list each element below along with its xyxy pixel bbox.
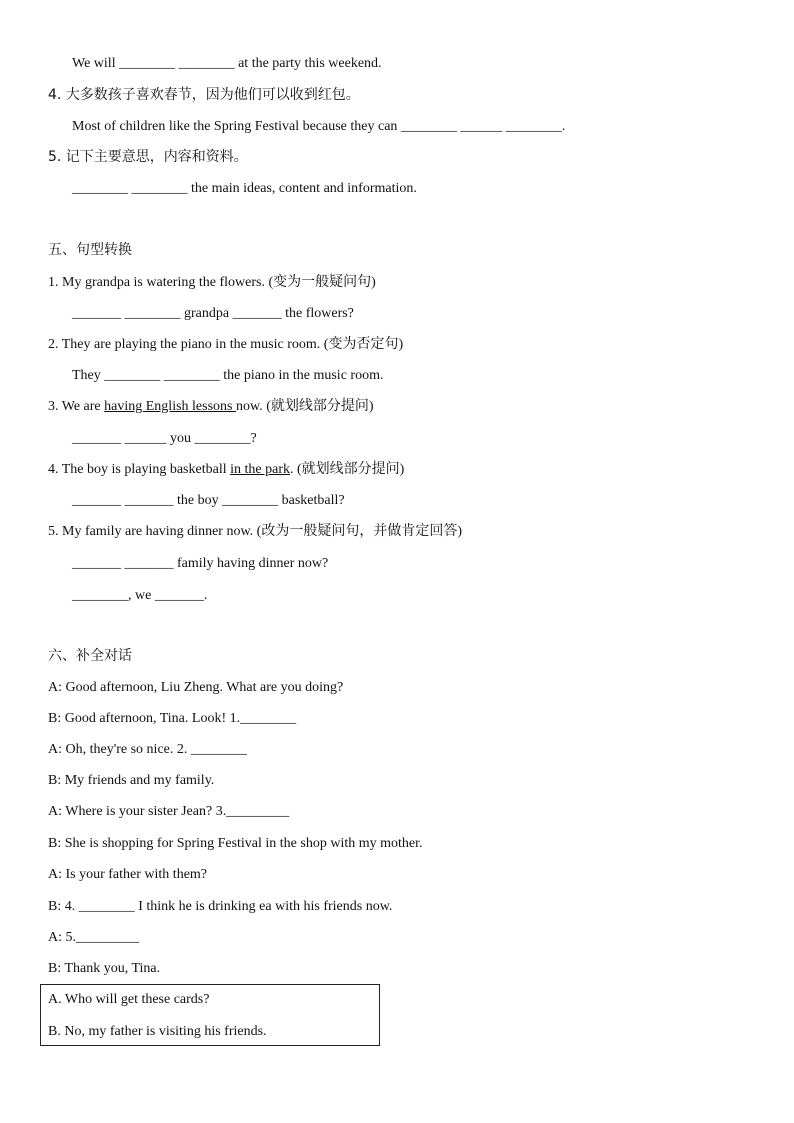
- option-b: B. No, my father is visiting his friends.: [48, 1024, 267, 1039]
- s5-q5: 5. My family are having dinner now. (改为一般疑问句，并做肯定回答): [48, 524, 462, 539]
- dialogue-line: A: Oh, they're so nice. 2. ________: [48, 742, 247, 757]
- s5-a1: _______ ________ grandpa _______ the flowers?: [72, 306, 354, 321]
- s5-a4: _______ _______ the boy ________ basketball?: [72, 493, 345, 508]
- dialogue-line: A: 5._________: [48, 930, 139, 945]
- s5-a5-line2: ________, we _______.: [72, 588, 208, 603]
- dialogue-line: B: My friends and my family.: [48, 773, 215, 788]
- option-a: A. Who will get these cards?: [48, 992, 210, 1007]
- dialogue-line: B: She is shopping for Spring Festival in the shop with my mother.: [48, 836, 423, 851]
- s5-q4-prefix: 4. The boy is playing basketball: [48, 462, 231, 477]
- section5-title: 五、句型转换: [48, 242, 132, 258]
- s5-q3-suffix: now. (就划线部分提问): [236, 399, 374, 414]
- dialogue-line: A: Where is your sister Jean? 3._________: [48, 804, 290, 819]
- s5-q4-underlined: in the park: [230, 462, 290, 477]
- s5-a5-line1: _______ _______ family having dinner now?: [72, 556, 329, 571]
- s5-q1: 1. My grandpa is watering the flowers. (变为一般疑问句): [48, 275, 376, 290]
- s4-item4-english: Most of children like the Spring Festival because they can ________ ______ ________.: [72, 119, 566, 134]
- s4-item5-chinese: 5. 记下主要意思，内容和资料。: [48, 149, 248, 165]
- dialogue-line: B: 4. ________ I think he is drinking ea with his friends now.: [48, 899, 393, 914]
- s4-item4-chinese: 4. 大多数孩子喜欢春节，因为他们可以收到红包。: [48, 87, 360, 103]
- s5-q3: [48, 398, 374, 416]
- s4-item3-answer: We will ________ ________ at the party this weekend.: [72, 56, 382, 71]
- dialogue-line: B: Good afternoon, Tina. Look! 1.________: [48, 711, 297, 726]
- dialogue-line: A: Is your father with them?: [48, 867, 208, 882]
- dialogue-line: A: Good afternoon, Liu Zheng. What are you doing?: [48, 680, 344, 695]
- s5-q4: [48, 461, 404, 479]
- s4-item5-english: ________ ________ the main ideas, content and information.: [72, 181, 417, 196]
- s5-q3-underlined: having English lessons: [104, 399, 236, 414]
- s5-q3-prefix: 3. We are: [48, 399, 105, 414]
- s5-a3: _______ ______ you ________?: [72, 431, 257, 446]
- section6-title: 六、补全对话: [48, 648, 132, 664]
- s5-q2: 2. They are playing the piano in the music room. (变为否定句): [48, 337, 404, 352]
- s5-q4-suffix: . (就划线部分提问): [289, 462, 405, 477]
- s5-a2: They ________ ________ the piano in the music room.: [72, 368, 384, 383]
- dialogue-line: B: Thank you, Tina.: [48, 961, 161, 976]
